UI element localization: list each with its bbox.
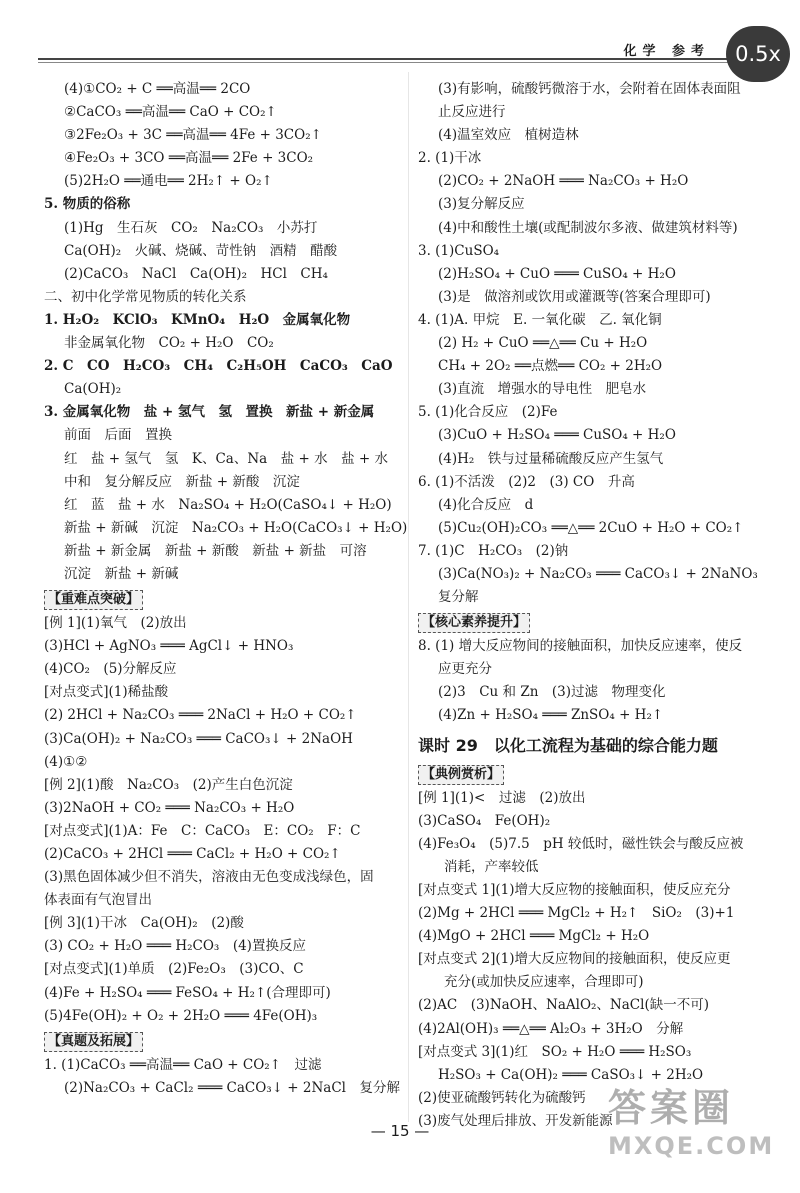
answer-line: 复分解 — [438, 589, 479, 606]
answer-line: (1)Hg 生石灰 CO₂ Na₂CO₃ 小苏打 — [64, 219, 318, 236]
answer-line: (4)化合反应 d — [438, 496, 534, 513]
section-heading: 【核心素养提升】 — [418, 613, 530, 633]
answer-line: ④Fe₂O₃ + 3CO ══高温══ 2Fe + 3CO₂ — [64, 150, 314, 167]
answer-line: (2) 2HCl + Na₂CO₃ ═══ 2NaCl + H₂O + CO₂↑ — [44, 707, 357, 724]
answer-line: 中和 复分解反应 新盐 + 新酸 沉淀 — [64, 473, 300, 490]
answer-line: (2)Mg + 2HCl ═══ MgCl₂ + H₂↑ SiO₂ (3)+1 — [418, 905, 735, 922]
answer-line: 3. 金属氧化物 盐 + 氢气 氢 置换 新盐 + 新金属 — [44, 404, 375, 421]
answer-line: 充分(或加快反应速率，合理即可) — [444, 974, 644, 991]
answer-line: [对点变式](1)单质 (2)Fe₂O₃ (3)CO、C — [44, 961, 304, 978]
answer-line: [例 2](1)酸 Na₂CO₃ (2)产生白色沉淀 — [44, 776, 293, 793]
answer-line: 体表面有气泡冒出 — [44, 892, 152, 909]
lesson-title: 课时 29 以化工流程为基础的综合能力题 — [418, 735, 718, 755]
answer-line: (3)废气处理后排放、开发新能源 — [418, 1112, 613, 1129]
answer-line: [例 1](1)< 过滤 (2)放出 — [418, 789, 586, 806]
answer-line: Ca(OH)₂ — [64, 381, 122, 398]
answer-line: ②CaCO₃ ══高温══ CaO + CO₂↑ — [64, 104, 277, 121]
answer-line: (2)CaCO₃ NaCl Ca(OH)₂ HCl CH₄ — [64, 265, 328, 282]
answer-line: (2)H₂SO₄ + CuO ═══ CuSO₄ + H₂O — [438, 265, 676, 282]
answer-line: (3)有影响，硫酸钙微溶于水，会附着在固体表面阻 — [438, 81, 741, 97]
answer-line: (3)复分解反应 — [438, 196, 525, 213]
answer-line: H₂SO₃ + Ca(OH)₂ ═══ CaSO₃↓ + 2H₂O — [438, 1066, 704, 1083]
section-heading-row — [418, 609, 778, 635]
answer-line: 二、初中化学常见物质的转化关系 — [44, 288, 247, 305]
watermark-logo — [608, 1077, 788, 1169]
answer-line: (3) CO₂ + H₂O ═══ H₂CO₃ (4)置换反应 — [44, 938, 306, 955]
answer-line: [对点变式 3](1)红 SO₂ + H₂O ═══ H₂SO₃ — [418, 1043, 692, 1060]
answer-line: 红 盐 + 氢气 氢 K、Ca、Na 盐 + 水 盐 + 水 — [64, 450, 389, 467]
answer-line: 3. (1)CuSO₄ — [418, 242, 500, 259]
answer-line: (4)①② — [44, 753, 88, 770]
answer-line: 7. (1)C H₂CO₃ (2)钠 — [418, 542, 569, 559]
answer-line: (4)CO₂ (5)分解反应 — [44, 661, 177, 678]
answer-line: 1. H₂O₂ KClO₃ KMnO₄ H₂O 金属氧化物 — [44, 311, 351, 328]
answer-line: (2)Na₂CO₃ + CaCl₂ ═══ CaCO₃↓ + 2NaCl 复分解 — [64, 1079, 400, 1096]
answer-line: ③2Fe₂O₃ + 3C ══高温══ 4Fe + 3CO₂↑ — [64, 127, 322, 144]
answer-line: (4)中和酸性土壤(或配制波尔多液、做建筑材料等) — [438, 219, 738, 236]
answer-line: (4)Fe₃O₄ (5)7.5 pH 较低时，磁性铁会与酸反应被 — [418, 835, 744, 852]
answer-line: (3)黑色固体减少但不消失，溶液由无色变成浅绿色，固 — [44, 869, 374, 886]
answer-line: (5)Cu₂(OH)₂CO₃ ══△══ 2CuO + H₂O + CO₂↑ — [438, 519, 744, 536]
section-heading: 【典例赏析】 — [418, 765, 504, 785]
answer-line: (4)2Al(OH)₃ ══△══ Al₂O₃ + 3H₂O 分解 — [418, 1020, 684, 1037]
answer-line: 5. 物质的俗称 — [44, 196, 131, 213]
answer-line: [对点变式 2](1)增大反应物间的接触面积，使反应更 — [418, 951, 731, 968]
answer-line: (4)温室效应 植树造林 — [438, 127, 579, 144]
answer-line: (5)4Fe(OH)₂ + O₂ + 2H₂O ═══ 4Fe(OH)₃ — [44, 1007, 318, 1024]
answer-line: (4)Fe + H₂SO₄ ═══ FeSO₄ + H₂↑(合理即可) — [44, 984, 331, 1001]
answer-line: (4)①CO₂ + C ══高温══ 2CO — [64, 81, 251, 97]
answer-line: [例 3](1)干冰 Ca(OH)₂ (2)酸 — [44, 915, 244, 932]
answer-line: (3)2NaOH + CO₂ ═══ Na₂CO₃ + H₂O — [44, 799, 295, 816]
answer-line: (4)MgO + 2HCl ═══ MgCl₂ + H₂O — [418, 928, 650, 945]
answer-line: 前面 后面 置换 — [64, 427, 172, 444]
answer-line: 应更充分 — [438, 661, 492, 678]
answer-line: [对点变式](1)稀盐酸 — [44, 684, 169, 701]
section-heading-row — [44, 586, 394, 612]
answer-line: (2)AC (3)NaOH、NaAlO₂、NaCl(缺一不可) — [418, 997, 709, 1014]
answer-line: 非金属氧化物 CO₂ + H₂O CO₂ — [64, 335, 274, 352]
answer-line: 4. (1)A. 甲烷 E. 一氧化碳 乙. 氧化铜 — [418, 311, 662, 328]
answer-line: (2)使亚硫酸钙转化为硫酸钙 — [418, 1089, 586, 1106]
answer-line: (4)Zn + H₂SO₄ ═══ ZnSO₄ + H₂↑ — [438, 707, 664, 724]
answer-line: (3)直流 增强水的导电性 肥皂水 — [438, 381, 647, 398]
column-divider — [408, 72, 409, 1122]
answer-line: (2) H₂ + CuO ══△══ Cu + H₂O — [438, 335, 648, 352]
answer-line: 2. C CO H₂CO₃ CH₄ C₂H₅OH CaCO₃ CaO — [44, 358, 393, 375]
answer-line: 1. (1)CaCO₃ ══高温══ CaO + CO₂↑ 过滤 — [44, 1056, 322, 1073]
answer-line: 新盐 + 新碱 沉淀 Na₂CO₃ + H₂O(CaCO₃↓ + H₂O) — [64, 519, 408, 536]
answer-line: (5)2H₂O ══通电══ 2H₂↑ + O₂↑ — [64, 173, 273, 190]
answer-line: 2. (1)干冰 — [418, 150, 482, 167]
answer-line: (2)CaCO₃ + 2HCl ═══ CaCl₂ + H₂O + CO₂↑ — [44, 846, 341, 862]
watermark-title: 答案圈 — [608, 1086, 735, 1130]
section-heading: 【真题及拓展】 — [44, 1032, 143, 1052]
answer-line: Ca(OH)₂ 火碱、烧碱、苛性钠 酒精 醋酸 — [64, 242, 338, 259]
answer-line: (2)3 Cu 和 Zn (3)过滤 物理变化 — [438, 684, 666, 701]
answer-line: CH₄ + 2O₂ ══点燃══ CO₂ + 2H₂O — [438, 358, 663, 375]
section-heading: 【重难点突破】 — [44, 590, 143, 610]
answer-line: [例 1](1)氧气 (2)放出 — [44, 615, 187, 632]
answer-line: (3)Ca(OH)₂ + Na₂CO₃ ═══ CaCO₃↓ + 2NaOH — [44, 730, 353, 747]
answer-line: (2)CO₂ + 2NaOH ═══ Na₂CO₃ + H₂O — [438, 173, 689, 190]
answer-line: (3)CaSO₄ Fe(OH)₂ — [418, 812, 551, 829]
header-rule-thin — [38, 62, 778, 63]
answer-line: (3)CuO + H₂SO₄ ═══ CuSO₄ + H₂O — [438, 427, 676, 444]
answer-line: (4)H₂ 铁与过量稀硫酸反应产生氢气 — [438, 450, 664, 467]
watermark-url: MXQE.COM — [608, 1132, 775, 1160]
header-subject: 化学 参考 — [623, 44, 710, 59]
answer-line: 6. (1)不活泼 (2)2 (3) CO 升高 — [418, 473, 635, 490]
zoom-indicator-button[interactable]: 0.5x — [726, 26, 790, 82]
answer-line: [对点变式 1](1)增大反应物的接触面积，使反应充分 — [418, 882, 731, 898]
section-heading-row — [418, 761, 778, 787]
answer-line: 5. (1)化合反应 (2)Fe — [418, 404, 558, 421]
left-column — [44, 78, 408, 1100]
answer-line: 沉淀 新盐 + 新碱 — [64, 565, 179, 582]
answer-line: (3)Ca(NO₃)₂ + Na₂CO₃ ═══ CaCO₃↓ + 2NaNO₃ — [438, 565, 758, 582]
answer-line: (3)是 做溶剂或饮用或灌溉等(答案合理即可) — [438, 288, 711, 305]
answer-line: (3)HCl + AgNO₃ ═══ AgCl↓ + HNO₃ — [44, 638, 294, 655]
answer-line: 红 蓝 盐 + 水 Na₂SO₄ + H₂O(CaSO₄↓ + H₂O) — [64, 496, 392, 513]
answer-line: 消耗，产率较低 — [444, 858, 539, 875]
answer-line: [对点变式](1)A：Fe C：CaCO₃ E：CO₂ F：C — [44, 822, 361, 839]
answer-line: 止反应进行 — [438, 104, 506, 121]
answer-line: 8. (1) 增大反应物间的接触面积，加快反应速率，使反 — [418, 638, 743, 655]
section-heading-row — [44, 1028, 394, 1054]
page-number: — 15 — — [370, 1122, 430, 1140]
answer-line: 新盐 + 新金属 新盐 + 新酸 新盐 + 新盐 可溶 — [64, 542, 367, 559]
right-column — [418, 78, 778, 1133]
